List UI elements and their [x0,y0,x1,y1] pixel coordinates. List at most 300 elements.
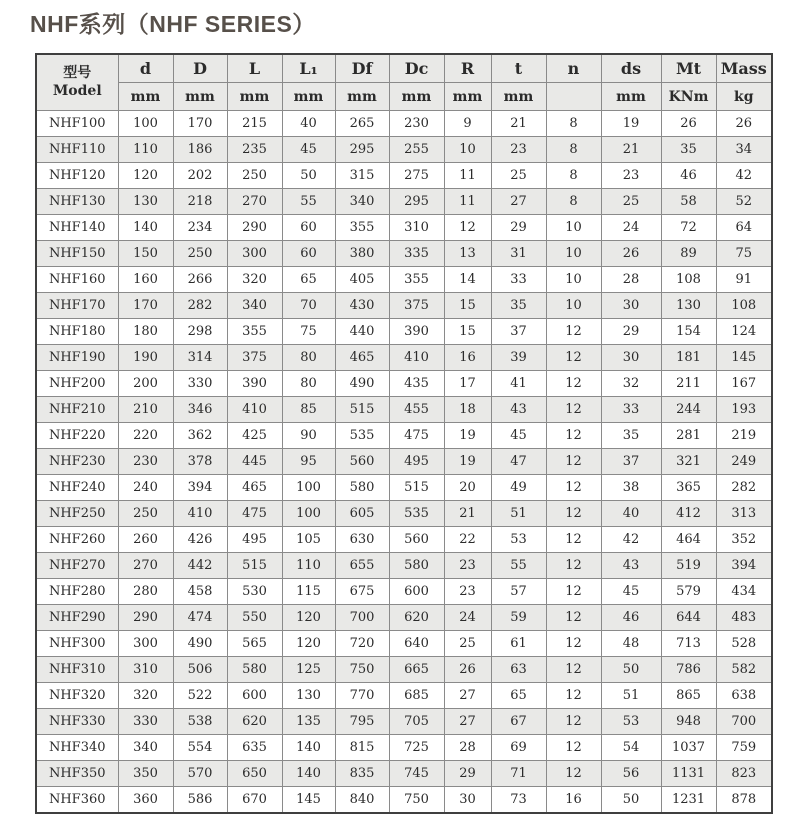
value-cell: 85 [282,397,335,423]
value-cell: 20 [444,475,491,501]
value-cell: 445 [227,449,282,475]
value-cell: 12 [546,631,601,657]
value-cell: 57 [491,579,546,605]
header-row-symbols [36,54,772,83]
model-cell: NHF340 [36,735,118,761]
value-cell: 310 [389,215,444,241]
value-cell: 120 [282,605,335,631]
table-row [36,449,772,475]
value-cell: 58 [661,189,716,215]
value-cell: 515 [335,397,389,423]
value-cell: 475 [389,423,444,449]
table-row [36,423,772,449]
value-cell: 23 [601,163,661,189]
column-unit-header: mm [389,83,444,111]
value-cell: 12 [444,215,491,241]
value-cell: 290 [227,215,282,241]
value-cell: 582 [716,657,772,683]
value-cell: 130 [282,683,335,709]
value-cell: 140 [118,215,173,241]
value-cell: 35 [601,423,661,449]
table-row [36,683,772,709]
value-cell: 1231 [661,787,716,814]
value-cell: 25 [601,189,661,215]
value-cell: 235 [227,137,282,163]
value-cell: 108 [661,267,716,293]
table-row [36,163,772,189]
value-cell: 31 [491,241,546,267]
value-cell: 580 [389,553,444,579]
value-cell: 320 [227,267,282,293]
value-cell: 48 [601,631,661,657]
value-cell: 12 [546,319,601,345]
value-cell: 220 [118,423,173,449]
value-cell: 21 [491,111,546,137]
value-cell: 380 [335,241,389,267]
value-cell: 586 [173,787,227,814]
value-cell: 340 [227,293,282,319]
table-row [36,267,772,293]
value-cell: 29 [601,319,661,345]
value-cell: 675 [335,579,389,605]
value-cell: 425 [227,423,282,449]
model-cell: NHF260 [36,527,118,553]
value-cell: 725 [389,735,444,761]
column-symbol-header: L₁ [282,54,335,83]
value-cell: 644 [661,605,716,631]
table-row [36,345,772,371]
model-cell: NHF200 [36,371,118,397]
value-cell: 394 [716,553,772,579]
value-cell: 115 [282,579,335,605]
value-cell: 12 [546,449,601,475]
value-cell: 11 [444,163,491,189]
value-cell: 535 [389,501,444,527]
table-row [36,657,772,683]
value-cell: 50 [601,787,661,814]
model-header-cn: 型号 [63,65,92,81]
value-cell: 33 [491,267,546,293]
table-row [36,293,772,319]
value-cell: 52 [716,189,772,215]
value-cell: 170 [173,111,227,137]
value-cell: 412 [661,501,716,527]
column-symbol-header: R [444,54,491,83]
value-cell: 360 [118,787,173,814]
model-cell: NHF100 [36,111,118,137]
value-cell: 600 [227,683,282,709]
value-cell: 700 [716,709,772,735]
value-cell: 355 [389,267,444,293]
value-cell: 27 [444,709,491,735]
table-row [36,215,772,241]
value-cell: 26 [716,111,772,137]
value-cell: 275 [389,163,444,189]
value-cell: 30 [601,345,661,371]
value-cell: 219 [716,423,772,449]
value-cell: 49 [491,475,546,501]
value-cell: 45 [601,579,661,605]
value-cell: 50 [282,163,335,189]
value-cell: 65 [282,267,335,293]
value-cell: 330 [118,709,173,735]
value-cell: 25 [491,163,546,189]
value-cell: 75 [716,241,772,267]
column-symbol-header: Dc [389,54,444,83]
value-cell: 12 [546,709,601,735]
value-cell: 160 [118,267,173,293]
value-cell: 340 [335,189,389,215]
value-cell: 12 [546,397,601,423]
value-cell: 313 [716,501,772,527]
value-cell: 218 [173,189,227,215]
model-cell: NHF310 [36,657,118,683]
value-cell: 700 [335,605,389,631]
model-cell: NHF140 [36,215,118,241]
value-cell: 410 [227,397,282,423]
value-cell: 240 [118,475,173,501]
value-cell: 270 [118,553,173,579]
value-cell: 64 [716,215,772,241]
value-cell: 90 [282,423,335,449]
value-cell: 475 [227,501,282,527]
model-cell: NHF290 [36,605,118,631]
value-cell: 580 [227,657,282,683]
value-cell: 580 [335,475,389,501]
table-row [36,527,772,553]
value-cell: 8 [546,163,601,189]
value-cell: 9 [444,111,491,137]
value-cell: 355 [227,319,282,345]
model-cell: NHF190 [36,345,118,371]
value-cell: 314 [173,345,227,371]
value-cell: 495 [389,449,444,475]
value-cell: 15 [444,319,491,345]
value-cell: 215 [227,111,282,137]
table-row [36,111,772,137]
value-cell: 23 [444,579,491,605]
column-unit-header: mm [282,83,335,111]
value-cell: 51 [601,683,661,709]
value-cell: 24 [444,605,491,631]
value-cell: 61 [491,631,546,657]
value-cell: 69 [491,735,546,761]
column-symbol-header: D [173,54,227,83]
column-symbol-header: Mt [661,54,716,83]
value-cell: 72 [661,215,716,241]
value-cell: 10 [546,293,601,319]
value-cell: 60 [282,215,335,241]
value-cell: 42 [716,163,772,189]
value-cell: 89 [661,241,716,267]
value-cell: 12 [546,475,601,501]
value-cell: 265 [335,111,389,137]
value-cell: 835 [335,761,389,787]
value-cell: 202 [173,163,227,189]
value-cell: 315 [335,163,389,189]
value-cell: 522 [173,683,227,709]
value-cell: 434 [716,579,772,605]
value-cell: 19 [444,449,491,475]
value-cell: 375 [389,293,444,319]
spec-table-body [36,111,772,814]
value-cell: 440 [335,319,389,345]
table-row [36,579,772,605]
column-symbol-header: ds [601,54,661,83]
value-cell: 16 [444,345,491,371]
value-cell: 16 [546,787,601,814]
table-row [36,241,772,267]
value-cell: 600 [389,579,444,605]
value-cell: 120 [118,163,173,189]
value-cell: 130 [118,189,173,215]
value-cell: 426 [173,527,227,553]
model-cell: NHF320 [36,683,118,709]
value-cell: 685 [389,683,444,709]
value-cell: 211 [661,371,716,397]
value-cell: 26 [661,111,716,137]
value-cell: 10 [546,267,601,293]
column-symbol-header: t [491,54,546,83]
value-cell: 100 [282,501,335,527]
value-cell: 750 [389,787,444,814]
value-cell: 180 [118,319,173,345]
value-cell: 59 [491,605,546,631]
value-cell: 12 [546,605,601,631]
value-cell: 108 [716,293,772,319]
table-row [36,397,772,423]
value-cell: 823 [716,761,772,787]
value-cell: 63 [491,657,546,683]
value-cell: 282 [173,293,227,319]
value-cell: 630 [335,527,389,553]
value-cell: 300 [118,631,173,657]
value-cell: 300 [227,241,282,267]
value-cell: 37 [601,449,661,475]
column-symbol-header: L [227,54,282,83]
value-cell: 43 [491,397,546,423]
value-cell: 60 [282,241,335,267]
value-cell: 1037 [661,735,716,761]
column-unit-header: mm [335,83,389,111]
value-cell: 515 [227,553,282,579]
value-cell: 442 [173,553,227,579]
value-cell: 295 [389,189,444,215]
column-unit-header: KNm [661,83,716,111]
value-cell: 170 [118,293,173,319]
table-row [36,553,772,579]
value-cell: 55 [282,189,335,215]
value-cell: 12 [546,579,601,605]
value-cell: 10 [546,241,601,267]
value-cell: 270 [227,189,282,215]
table-row [36,735,772,761]
value-cell: 560 [335,449,389,475]
value-cell: 465 [227,475,282,501]
value-cell: 28 [601,267,661,293]
table-row [36,787,772,814]
value-cell: 42 [601,527,661,553]
value-cell: 244 [661,397,716,423]
value-cell: 130 [661,293,716,319]
model-cell: NHF270 [36,553,118,579]
value-cell: 474 [173,605,227,631]
value-cell: 71 [491,761,546,787]
value-cell: 298 [173,319,227,345]
value-cell: 8 [546,111,601,137]
value-cell: 21 [601,137,661,163]
value-cell: 330 [173,371,227,397]
value-cell: 210 [118,397,173,423]
value-cell: 250 [173,241,227,267]
header-row-units [36,83,772,111]
value-cell: 40 [282,111,335,137]
value-cell: 95 [282,449,335,475]
spec-table-head [36,54,772,111]
value-cell: 378 [173,449,227,475]
value-cell: 17 [444,371,491,397]
value-cell: 635 [227,735,282,761]
model-cell: NHF280 [36,579,118,605]
value-cell: 10 [444,137,491,163]
value-cell: 100 [118,111,173,137]
table-row [36,709,772,735]
value-cell: 394 [173,475,227,501]
spec-table [35,53,773,814]
value-cell: 346 [173,397,227,423]
value-cell: 140 [282,761,335,787]
value-cell: 375 [227,345,282,371]
value-cell: 14 [444,267,491,293]
value-cell: 713 [661,631,716,657]
value-cell: 154 [661,319,716,345]
column-unit-header [546,83,601,111]
value-cell: 124 [716,319,772,345]
model-cell: NHF330 [36,709,118,735]
value-cell: 19 [444,423,491,449]
model-cell: NHF240 [36,475,118,501]
value-cell: 435 [389,371,444,397]
value-cell: 40 [601,501,661,527]
value-cell: 100 [282,475,335,501]
value-cell: 565 [227,631,282,657]
value-cell: 550 [227,605,282,631]
value-cell: 519 [661,553,716,579]
value-cell: 335 [389,241,444,267]
column-unit-header: mm [444,83,491,111]
value-cell: 840 [335,787,389,814]
value-cell: 12 [546,657,601,683]
value-cell: 720 [335,631,389,657]
value-cell: 8 [546,137,601,163]
value-cell: 55 [491,553,546,579]
value-cell: 38 [601,475,661,501]
value-cell: 34 [716,137,772,163]
value-cell: 33 [601,397,661,423]
table-row [36,501,772,527]
value-cell: 410 [173,501,227,527]
value-cell: 110 [118,137,173,163]
value-cell: 390 [227,371,282,397]
value-cell: 560 [389,527,444,553]
value-cell: 350 [118,761,173,787]
value-cell: 865 [661,683,716,709]
value-cell: 150 [118,241,173,267]
table-row [36,189,772,215]
value-cell: 11 [444,189,491,215]
page-title: NHF系列（NHF SERIES） [30,11,316,37]
value-cell: 120 [282,631,335,657]
model-column-header [36,54,118,111]
value-cell: 32 [601,371,661,397]
value-cell: 75 [282,319,335,345]
value-cell: 145 [282,787,335,814]
value-cell: 1131 [661,761,716,787]
value-cell: 255 [389,137,444,163]
model-cell: NHF360 [36,787,118,814]
value-cell: 355 [335,215,389,241]
value-cell: 53 [601,709,661,735]
value-cell: 35 [491,293,546,319]
value-cell: 26 [444,657,491,683]
value-cell: 321 [661,449,716,475]
value-cell: 579 [661,579,716,605]
value-cell: 320 [118,683,173,709]
table-row [36,319,772,345]
model-cell: NHF130 [36,189,118,215]
value-cell: 39 [491,345,546,371]
value-cell: 70 [282,293,335,319]
model-cell: NHF120 [36,163,118,189]
table-row [36,631,772,657]
column-unit-header: mm [173,83,227,111]
value-cell: 27 [491,189,546,215]
value-cell: 759 [716,735,772,761]
table-row [36,761,772,787]
value-cell: 458 [173,579,227,605]
value-cell: 365 [661,475,716,501]
value-cell: 30 [601,293,661,319]
value-cell: 266 [173,267,227,293]
value-cell: 45 [282,137,335,163]
value-cell: 28 [444,735,491,761]
value-cell: 490 [173,631,227,657]
model-cell: NHF170 [36,293,118,319]
value-cell: 10 [546,215,601,241]
value-cell: 605 [335,501,389,527]
value-cell: 29 [444,761,491,787]
value-cell: 46 [661,163,716,189]
value-cell: 390 [389,319,444,345]
value-cell: 465 [335,345,389,371]
value-cell: 490 [335,371,389,397]
value-cell: 125 [282,657,335,683]
value-cell: 665 [389,657,444,683]
value-cell: 230 [118,449,173,475]
value-cell: 50 [601,657,661,683]
value-cell: 51 [491,501,546,527]
value-cell: 145 [716,345,772,371]
value-cell: 12 [546,527,601,553]
value-cell: 352 [716,527,772,553]
value-cell: 405 [335,267,389,293]
value-cell: 362 [173,423,227,449]
column-symbol-header: Mass [716,54,772,83]
value-cell: 65 [491,683,546,709]
value-cell: 455 [389,397,444,423]
model-cell: NHF350 [36,761,118,787]
value-cell: 22 [444,527,491,553]
